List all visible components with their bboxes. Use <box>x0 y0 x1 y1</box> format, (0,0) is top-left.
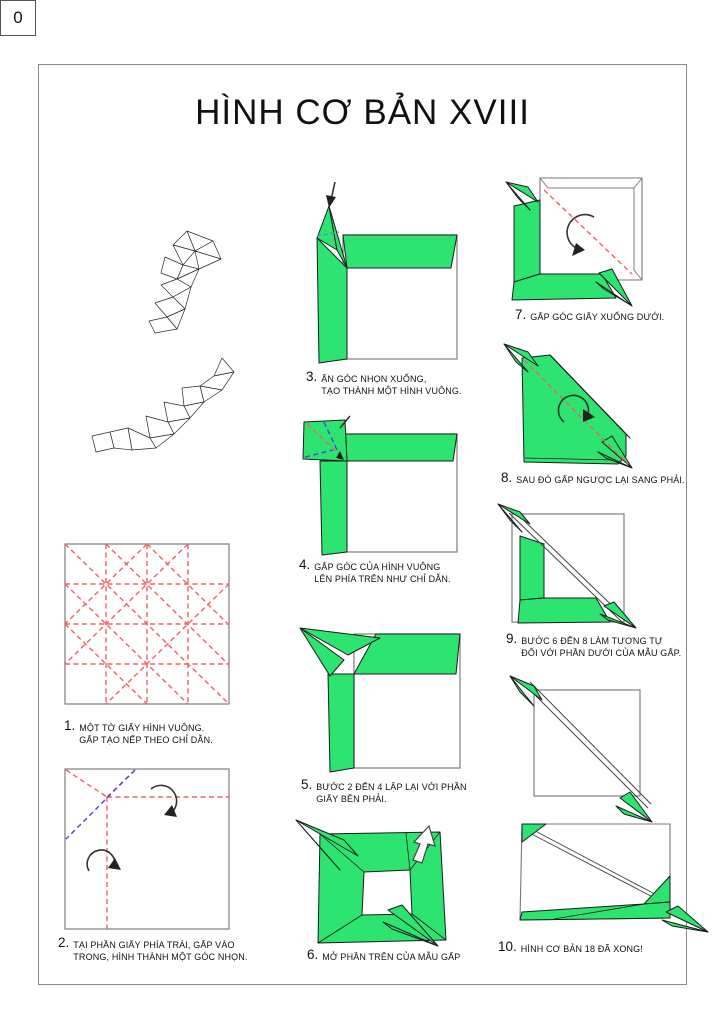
step6-figure <box>288 812 470 948</box>
crumpled-paper-sketch-2 <box>82 350 237 460</box>
step-text-line: BƯỚC 2 ĐẾN 4 LẶP LẠI VỚI PHẦN <box>316 781 467 792</box>
step-number: 1. <box>64 718 76 733</box>
step8-caption <box>501 471 685 486</box>
paper-square <box>540 178 642 280</box>
step2-caption <box>58 936 248 964</box>
step-text-line: MỘT TỜ GIẤY HÌNH VUÔNG. <box>79 722 205 733</box>
crumpled-paper-sketch-1-shape <box>149 231 221 333</box>
step7-caption <box>515 308 664 323</box>
step-number: 4. <box>299 557 311 572</box>
paper-square <box>534 690 640 796</box>
push-arrow-icon <box>326 182 336 208</box>
crumpled-paper-sketch-2-shape <box>92 358 234 452</box>
step-text-line: MỞ PHẦN TRÊN CỦA MẪU GẤP <box>322 951 461 962</box>
step7-figure <box>504 170 669 308</box>
step-number: 10. <box>498 939 517 954</box>
step-text-line: TẠI PHẦN GIẤY PHÍA TRÁI, GẤP VÀO <box>73 939 235 950</box>
step-number: 2. <box>58 935 70 950</box>
step-number: 3. <box>306 369 318 384</box>
step-text-line: GẤP TẠO NẾP THEO CHỈ DẪN. <box>79 735 213 745</box>
step-text-line: TRONG, HÌNH THÀNH MỘT GÓC NHỌN. <box>73 952 248 962</box>
step-text-line: GẤP GÓC CỦA HÌNH VUÔNG <box>314 561 441 572</box>
crumpled-paper-sketch-1 <box>125 225 245 340</box>
title-box <box>38 64 687 161</box>
step-text-line: HÌNH CƠ BẢN 18 ĐÃ XONG! <box>520 943 643 954</box>
beak-flap <box>506 182 538 202</box>
step-number: 5. <box>301 777 313 792</box>
step-number: 8. <box>501 470 513 485</box>
step-text-line: LÊN PHÍA TRÊN NHƯ CHỈ DẪN. <box>314 574 451 584</box>
step1-caption <box>64 719 213 747</box>
step10-figure-a <box>504 676 656 828</box>
paper-square <box>65 769 229 929</box>
page-number-box <box>0 0 36 36</box>
step2-figure <box>63 767 231 931</box>
step3-caption <box>306 370 462 398</box>
step-number: 7. <box>515 307 527 322</box>
step-text-line: ẤN GÓC NHỌN XUỐNG, <box>321 373 427 384</box>
page-title: HÌNH CƠ BẢN XVIII <box>195 92 530 132</box>
step5-caption <box>301 778 467 806</box>
step-text-line: ĐỐI VỚI PHẦN DƯỚI CỦA MẪU GẤP. <box>521 648 682 658</box>
step8-figure <box>498 338 680 470</box>
page-number: 0 <box>13 8 23 27</box>
step-text-line: GIẤY BÊN PHẢI. <box>316 794 387 804</box>
step3-figure <box>293 178 465 366</box>
step-text-line: BƯỚC 6 ĐẾN 8 LÀM TƯƠNG TỰ <box>521 635 663 646</box>
step9-caption <box>506 632 681 660</box>
step4-figure <box>288 416 466 556</box>
step-text-line: SAU ĐÓ GẤP NGƯỢC LẠI SANG PHẢI. <box>516 474 685 485</box>
step-number: 9. <box>506 631 518 646</box>
step5-figure <box>290 598 468 774</box>
step-number: 6. <box>307 947 319 962</box>
step10-figure-final <box>494 816 718 936</box>
step-text-line: GẤP GÓC GIẤY XUỐNG DƯỚI. <box>530 311 665 322</box>
step4-caption <box>299 558 451 586</box>
step-text-line: TẠO THÀNH MỘT HÌNH VUÔNG. <box>321 386 462 396</box>
step6-caption <box>307 948 460 963</box>
step9-figure <box>496 502 648 630</box>
step10-caption <box>498 940 643 955</box>
step1-figure-crease-pattern <box>63 542 231 706</box>
